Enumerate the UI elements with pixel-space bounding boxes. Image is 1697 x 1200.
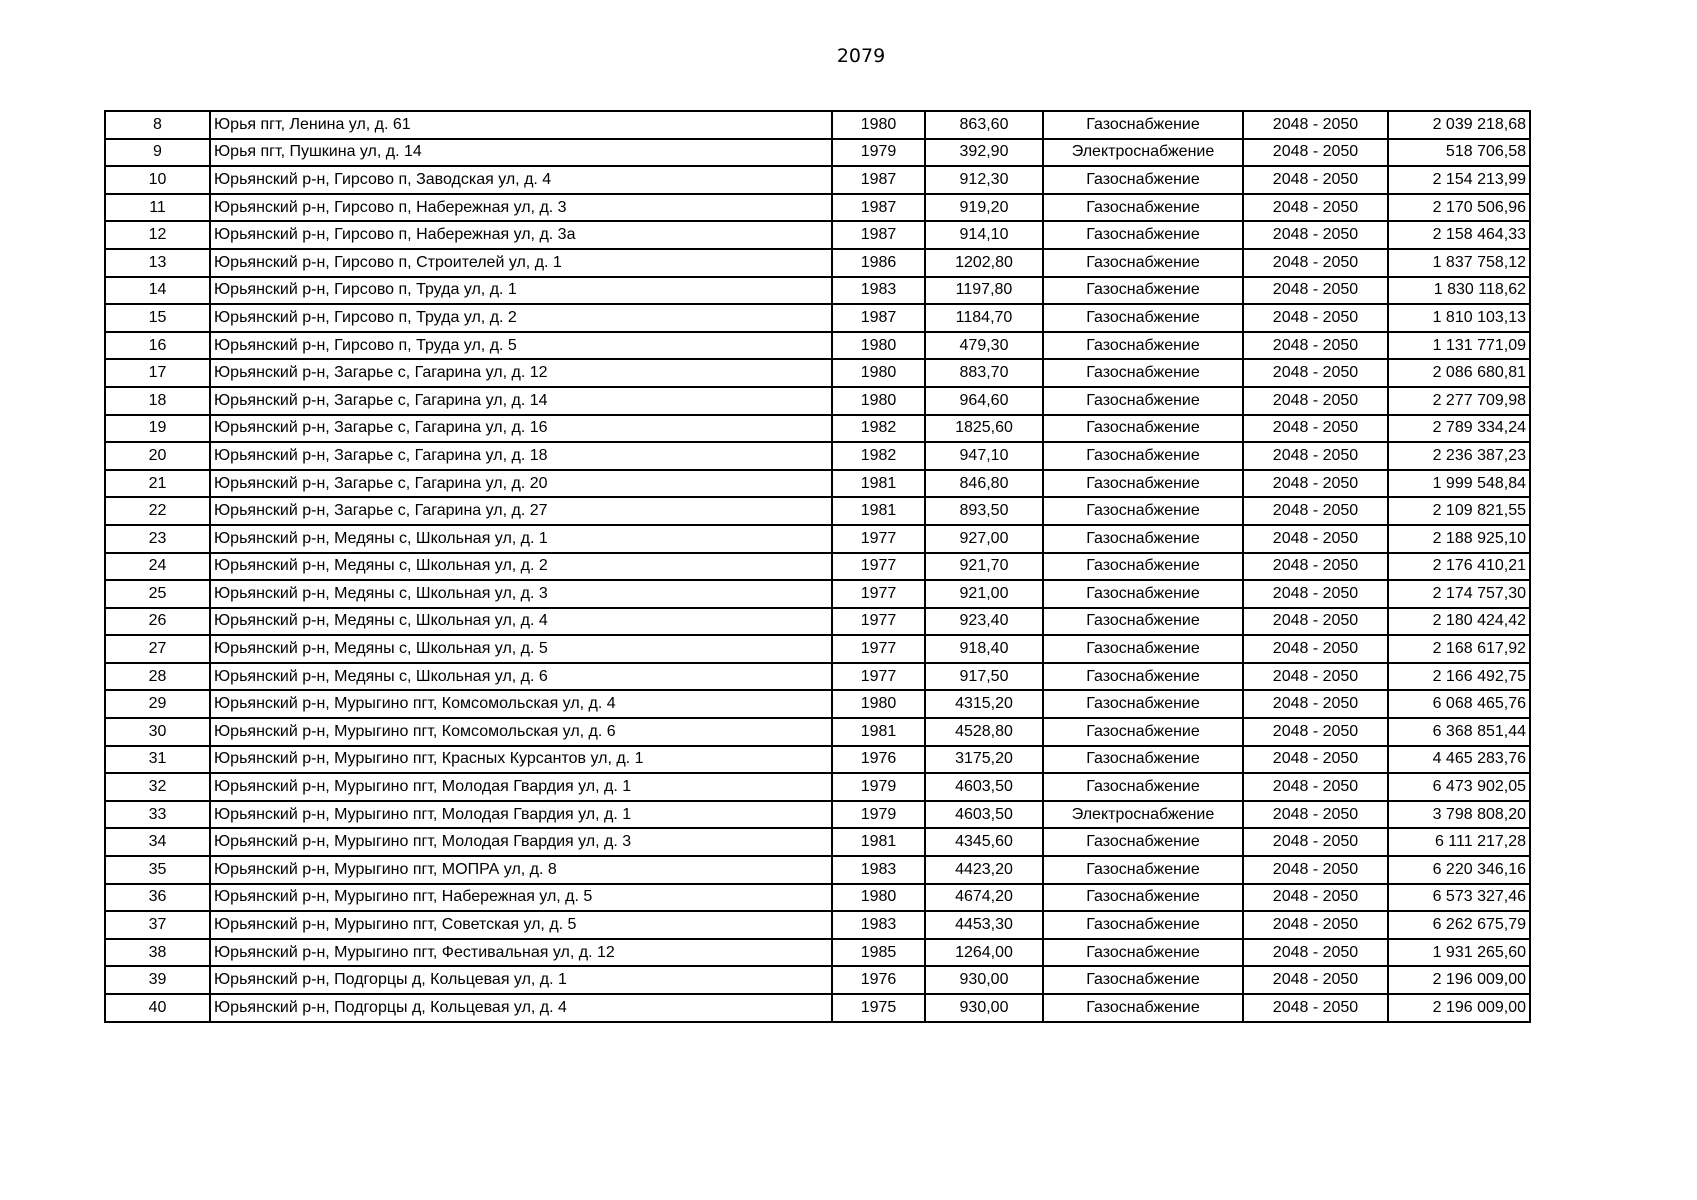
table-row (105, 415, 1530, 443)
utility-type-cell: Газоснабжение (1043, 166, 1243, 194)
cost-cell: 2 166 492,75 (1388, 663, 1530, 691)
address-cell: Юрьянский р-н, Мурыгино пгт, Молодая Гвардия ул, д. 3 (210, 828, 832, 856)
period-cell: 2048 - 2050 (1243, 442, 1388, 470)
period-cell: 2048 - 2050 (1243, 635, 1388, 663)
table-row (105, 166, 1530, 194)
row-number-cell: 14 (105, 277, 210, 305)
row-number-cell: 29 (105, 690, 210, 718)
period-cell: 2048 - 2050 (1243, 111, 1388, 139)
table-row (105, 277, 1530, 305)
period-cell: 2048 - 2050 (1243, 553, 1388, 581)
row-number-cell: 39 (105, 966, 210, 994)
utility-type-cell: Газоснабжение (1043, 746, 1243, 774)
utility-type-cell: Газоснабжение (1043, 525, 1243, 553)
utility-type-cell: Газоснабжение (1043, 387, 1243, 415)
cost-cell: 2 086 680,81 (1388, 359, 1530, 387)
table-row (105, 635, 1530, 663)
area-cell: 4345,60 (925, 828, 1043, 856)
utility-type-cell: Газоснабжение (1043, 221, 1243, 249)
address-cell: Юрьянский р-н, Мурыгино пгт, Советская ул, д. 5 (210, 911, 832, 939)
period-cell: 2048 - 2050 (1243, 139, 1388, 167)
cost-cell: 2 168 617,92 (1388, 635, 1530, 663)
area-cell: 918,40 (925, 635, 1043, 663)
year-cell: 1979 (832, 801, 925, 829)
table-row (105, 359, 1530, 387)
table-row (105, 608, 1530, 636)
year-cell: 1983 (832, 911, 925, 939)
row-number-cell: 30 (105, 718, 210, 746)
table-row (105, 249, 1530, 277)
year-cell: 1987 (832, 194, 925, 222)
cost-cell: 1 931 265,60 (1388, 939, 1530, 967)
cost-cell: 518 706,58 (1388, 139, 1530, 167)
period-cell: 2048 - 2050 (1243, 580, 1388, 608)
address-cell: Юрьянский р-н, Гирсово п, Труда ул, д. 1 (210, 277, 832, 305)
area-cell: 912,30 (925, 166, 1043, 194)
period-cell: 2048 - 2050 (1243, 994, 1388, 1022)
address-cell: Юрьянский р-н, Загарье с, Гагарина ул, д. 14 (210, 387, 832, 415)
table-row (105, 111, 1530, 139)
table-row (105, 139, 1530, 167)
address-cell: Юрьянский р-н, Гирсово п, Заводская ул, д. 4 (210, 166, 832, 194)
utility-type-cell: Электроснабжение (1043, 139, 1243, 167)
area-cell: 919,20 (925, 194, 1043, 222)
cost-cell: 1 131 771,09 (1388, 332, 1530, 360)
area-cell: 4603,50 (925, 801, 1043, 829)
year-cell: 1980 (832, 690, 925, 718)
area-cell: 4603,50 (925, 773, 1043, 801)
area-cell: 392,90 (925, 139, 1043, 167)
address-cell: Юрьянский р-н, Гирсово п, Строителей ул, д. 1 (210, 249, 832, 277)
year-cell: 1976 (832, 746, 925, 774)
table-row (105, 332, 1530, 360)
cost-cell: 2 109 821,55 (1388, 497, 1530, 525)
area-cell: 883,70 (925, 359, 1043, 387)
area-cell: 1184,70 (925, 304, 1043, 332)
address-cell: Юрьянский р-н, Загарье с, Гагарина ул, д. 27 (210, 497, 832, 525)
area-cell: 921,70 (925, 553, 1043, 581)
utility-type-cell: Газоснабжение (1043, 856, 1243, 884)
period-cell: 2048 - 2050 (1243, 277, 1388, 305)
area-cell: 927,00 (925, 525, 1043, 553)
address-cell: Юрья пгт, Ленина ул, д. 61 (210, 111, 832, 139)
area-cell: 964,60 (925, 387, 1043, 415)
row-number-cell: 16 (105, 332, 210, 360)
year-cell: 1987 (832, 166, 925, 194)
area-cell: 930,00 (925, 966, 1043, 994)
period-cell: 2048 - 2050 (1243, 773, 1388, 801)
table-row (105, 194, 1530, 222)
period-cell: 2048 - 2050 (1243, 166, 1388, 194)
row-number-cell: 25 (105, 580, 210, 608)
cost-cell: 1 999 548,84 (1388, 470, 1530, 498)
period-cell: 2048 - 2050 (1243, 387, 1388, 415)
row-number-cell: 22 (105, 497, 210, 525)
cost-cell: 1 830 118,62 (1388, 277, 1530, 305)
row-number-cell: 26 (105, 608, 210, 636)
year-cell: 1980 (832, 884, 925, 912)
table-row (105, 304, 1530, 332)
address-cell: Юрьянский р-н, Загарье с, Гагарина ул, д. 16 (210, 415, 832, 443)
address-cell: Юрьянский р-н, Медяны с, Школьная ул, д. 2 (210, 553, 832, 581)
period-cell: 2048 - 2050 (1243, 608, 1388, 636)
utility-type-cell: Газоснабжение (1043, 194, 1243, 222)
period-cell: 2048 - 2050 (1243, 525, 1388, 553)
period-cell: 2048 - 2050 (1243, 304, 1388, 332)
utility-type-cell: Газоснабжение (1043, 718, 1243, 746)
utility-type-cell: Газоснабжение (1043, 635, 1243, 663)
year-cell: 1981 (832, 718, 925, 746)
cost-cell: 3 798 808,20 (1388, 801, 1530, 829)
table-row (105, 442, 1530, 470)
address-cell: Юрьянский р-н, Гирсово п, Труда ул, д. 5 (210, 332, 832, 360)
area-cell: 947,10 (925, 442, 1043, 470)
year-cell: 1980 (832, 111, 925, 139)
table-row (105, 746, 1530, 774)
period-cell: 2048 - 2050 (1243, 939, 1388, 967)
cost-cell: 6 068 465,76 (1388, 690, 1530, 718)
table-row (105, 718, 1530, 746)
address-cell: Юрьянский р-н, Загарье с, Гагарина ул, д. 18 (210, 442, 832, 470)
table-body (105, 111, 1530, 1022)
area-cell: 893,50 (925, 497, 1043, 525)
period-cell: 2048 - 2050 (1243, 746, 1388, 774)
row-number-cell: 40 (105, 994, 210, 1022)
area-cell: 921,00 (925, 580, 1043, 608)
period-cell: 2048 - 2050 (1243, 966, 1388, 994)
address-cell: Юрья пгт, Пушкина ул, д. 14 (210, 139, 832, 167)
period-cell: 2048 - 2050 (1243, 911, 1388, 939)
row-number-cell: 32 (105, 773, 210, 801)
row-number-cell: 36 (105, 884, 210, 912)
year-cell: 1980 (832, 387, 925, 415)
utility-type-cell: Газоснабжение (1043, 884, 1243, 912)
period-cell: 2048 - 2050 (1243, 221, 1388, 249)
address-cell: Юрьянский р-н, Мурыгино пгт, Набережная ул, д. 5 (210, 884, 832, 912)
utility-type-cell: Газоснабжение (1043, 332, 1243, 360)
utility-type-cell: Газоснабжение (1043, 359, 1243, 387)
row-number-cell: 20 (105, 442, 210, 470)
table-row (105, 690, 1530, 718)
address-cell: Юрьянский р-н, Загарье с, Гагарина ул, д. 20 (210, 470, 832, 498)
area-cell: 917,50 (925, 663, 1043, 691)
table-row (105, 580, 1530, 608)
address-cell: Юрьянский р-н, Мурыгино пгт, МОПРА ул, д. 8 (210, 856, 832, 884)
cost-cell: 1 837 758,12 (1388, 249, 1530, 277)
year-cell: 1982 (832, 415, 925, 443)
period-cell: 2048 - 2050 (1243, 415, 1388, 443)
row-number-cell: 31 (105, 746, 210, 774)
year-cell: 1981 (832, 470, 925, 498)
period-cell: 2048 - 2050 (1243, 884, 1388, 912)
year-cell: 1982 (832, 442, 925, 470)
table-row (105, 773, 1530, 801)
utility-type-cell: Газоснабжение (1043, 277, 1243, 305)
utility-type-cell: Газоснабжение (1043, 442, 1243, 470)
address-cell: Юрьянский р-н, Мурыгино пгт, Молодая Гвардия ул, д. 1 (210, 773, 832, 801)
address-cell: Юрьянский р-н, Медяны с, Школьная ул, д. 4 (210, 608, 832, 636)
row-number-cell: 23 (105, 525, 210, 553)
year-cell: 1977 (832, 553, 925, 581)
utility-type-cell: Газоснабжение (1043, 690, 1243, 718)
address-cell: Юрьянский р-н, Гирсово п, Набережная ул, д. 3а (210, 221, 832, 249)
year-cell: 1976 (832, 966, 925, 994)
cost-cell: 2 236 387,23 (1388, 442, 1530, 470)
cost-cell: 6 111 217,28 (1388, 828, 1530, 856)
cost-cell: 6 220 346,16 (1388, 856, 1530, 884)
utility-type-cell: Газоснабжение (1043, 111, 1243, 139)
area-cell: 1202,80 (925, 249, 1043, 277)
address-cell: Юрьянский р-н, Гирсово п, Труда ул, д. 2 (210, 304, 832, 332)
row-number-cell: 13 (105, 249, 210, 277)
area-cell: 914,10 (925, 221, 1043, 249)
year-cell: 1977 (832, 663, 925, 691)
year-cell: 1980 (832, 332, 925, 360)
cost-cell: 2 188 925,10 (1388, 525, 1530, 553)
year-cell: 1979 (832, 139, 925, 167)
table-row (105, 939, 1530, 967)
utility-type-cell: Газоснабжение (1043, 304, 1243, 332)
area-cell: 4315,20 (925, 690, 1043, 718)
address-cell: Юрьянский р-н, Медяны с, Школьная ул, д. 5 (210, 635, 832, 663)
area-cell: 4674,20 (925, 884, 1043, 912)
table-row (105, 525, 1530, 553)
table-row (105, 497, 1530, 525)
area-cell: 4528,80 (925, 718, 1043, 746)
utility-type-cell: Электроснабжение (1043, 801, 1243, 829)
address-cell: Юрьянский р-н, Мурыгино пгт, Комсомольская ул, д. 4 (210, 690, 832, 718)
utility-type-cell: Газоснабжение (1043, 553, 1243, 581)
row-number-cell: 37 (105, 911, 210, 939)
utility-type-cell: Газоснабжение (1043, 415, 1243, 443)
period-cell: 2048 - 2050 (1243, 359, 1388, 387)
address-cell: Юрьянский р-н, Медяны с, Школьная ул, д. 1 (210, 525, 832, 553)
period-cell: 2048 - 2050 (1243, 663, 1388, 691)
address-cell: Юрьянский р-н, Загарье с, Гагарина ул, д. 12 (210, 359, 832, 387)
address-cell: Юрьянский р-н, Мурыгино пгт, Фестивальная ул, д. 12 (210, 939, 832, 967)
table-row (105, 553, 1530, 581)
cost-cell: 2 196 009,00 (1388, 966, 1530, 994)
cost-cell: 2 789 334,24 (1388, 415, 1530, 443)
row-number-cell: 38 (105, 939, 210, 967)
cost-cell: 2 170 506,96 (1388, 194, 1530, 222)
row-number-cell: 19 (105, 415, 210, 443)
cost-cell: 2 196 009,00 (1388, 994, 1530, 1022)
area-cell: 1197,80 (925, 277, 1043, 305)
utility-type-cell: Газоснабжение (1043, 249, 1243, 277)
cost-cell: 6 473 902,05 (1388, 773, 1530, 801)
address-cell: Юрьянский р-н, Подгорцы д, Кольцевая ул, д. 4 (210, 994, 832, 1022)
period-cell: 2048 - 2050 (1243, 194, 1388, 222)
area-cell: 930,00 (925, 994, 1043, 1022)
area-cell: 923,40 (925, 608, 1043, 636)
cost-cell: 6 573 327,46 (1388, 884, 1530, 912)
period-cell: 2048 - 2050 (1243, 470, 1388, 498)
row-number-cell: 12 (105, 221, 210, 249)
area-cell: 479,30 (925, 332, 1043, 360)
cost-cell: 2 180 424,42 (1388, 608, 1530, 636)
address-cell: Юрьянский р-н, Гирсово п, Набережная ул, д. 3 (210, 194, 832, 222)
address-cell: Юрьянский р-н, Мурыгино пгт, Красных Курсантов ул, д. 1 (210, 746, 832, 774)
cost-cell: 6 368 851,44 (1388, 718, 1530, 746)
row-number-cell: 27 (105, 635, 210, 663)
page-number: 2079 (836, 45, 886, 67)
utility-type-cell: Газоснабжение (1043, 966, 1243, 994)
table-row (105, 994, 1530, 1022)
utility-type-cell: Газоснабжение (1043, 608, 1243, 636)
table-row (105, 663, 1530, 691)
year-cell: 1977 (832, 635, 925, 663)
row-number-cell: 17 (105, 359, 210, 387)
table-row (105, 387, 1530, 415)
utility-type-cell: Газоснабжение (1043, 470, 1243, 498)
period-cell: 2048 - 2050 (1243, 856, 1388, 884)
table-row (105, 221, 1530, 249)
area-cell: 4453,30 (925, 911, 1043, 939)
row-number-cell: 8 (105, 111, 210, 139)
address-cell: Юрьянский р-н, Медяны с, Школьная ул, д. 6 (210, 663, 832, 691)
row-number-cell: 24 (105, 553, 210, 581)
cost-cell: 2 176 410,21 (1388, 553, 1530, 581)
table-row (105, 801, 1530, 829)
address-cell: Юрьянский р-н, Мурыгино пгт, Молодая Гвардия ул, д. 1 (210, 801, 832, 829)
address-cell: Юрьянский р-н, Мурыгино пгт, Комсомольская ул, д. 6 (210, 718, 832, 746)
year-cell: 1977 (832, 608, 925, 636)
year-cell: 1983 (832, 856, 925, 884)
year-cell: 1981 (832, 497, 925, 525)
cost-cell: 1 810 103,13 (1388, 304, 1530, 332)
period-cell: 2048 - 2050 (1243, 332, 1388, 360)
period-cell: 2048 - 2050 (1243, 801, 1388, 829)
year-cell: 1983 (832, 277, 925, 305)
row-number-cell: 10 (105, 166, 210, 194)
table-row (105, 856, 1530, 884)
table-row (105, 828, 1530, 856)
year-cell: 1986 (832, 249, 925, 277)
cost-cell: 2 158 464,33 (1388, 221, 1530, 249)
address-cell: Юрьянский р-н, Подгорцы д, Кольцевая ул, д. 1 (210, 966, 832, 994)
row-number-cell: 28 (105, 663, 210, 691)
year-cell: 1977 (832, 580, 925, 608)
period-cell: 2048 - 2050 (1243, 690, 1388, 718)
year-cell: 1981 (832, 828, 925, 856)
table-row (105, 884, 1530, 912)
period-cell: 2048 - 2050 (1243, 828, 1388, 856)
period-cell: 2048 - 2050 (1243, 718, 1388, 746)
period-cell: 2048 - 2050 (1243, 249, 1388, 277)
row-number-cell: 9 (105, 139, 210, 167)
year-cell: 1977 (832, 525, 925, 553)
period-cell: 2048 - 2050 (1243, 497, 1388, 525)
utility-type-cell: Газоснабжение (1043, 994, 1243, 1022)
row-number-cell: 34 (105, 828, 210, 856)
area-cell: 863,60 (925, 111, 1043, 139)
area-cell: 3175,20 (925, 746, 1043, 774)
table-row (105, 470, 1530, 498)
row-number-cell: 18 (105, 387, 210, 415)
cost-cell: 2 174 757,30 (1388, 580, 1530, 608)
table-row (105, 911, 1530, 939)
address-cell: Юрьянский р-н, Медяны с, Школьная ул, д. 3 (210, 580, 832, 608)
row-number-cell: 33 (105, 801, 210, 829)
area-cell: 1264,00 (925, 939, 1043, 967)
year-cell: 1975 (832, 994, 925, 1022)
row-number-cell: 15 (105, 304, 210, 332)
utility-type-cell: Газоснабжение (1043, 663, 1243, 691)
area-cell: 4423,20 (925, 856, 1043, 884)
utility-type-cell: Газоснабжение (1043, 911, 1243, 939)
cost-cell: 2 039 218,68 (1388, 111, 1530, 139)
cost-cell: 2 154 213,99 (1388, 166, 1530, 194)
area-cell: 1825,60 (925, 415, 1043, 443)
cost-cell: 4 465 283,76 (1388, 746, 1530, 774)
cost-cell: 2 277 709,98 (1388, 387, 1530, 415)
utility-type-cell: Газоснабжение (1043, 773, 1243, 801)
row-number-cell: 11 (105, 194, 210, 222)
area-cell: 846,80 (925, 470, 1043, 498)
year-cell: 1987 (832, 304, 925, 332)
cost-cell: 6 262 675,79 (1388, 911, 1530, 939)
utility-type-cell: Газоснабжение (1043, 580, 1243, 608)
utility-type-cell: Газоснабжение (1043, 828, 1243, 856)
year-cell: 1987 (832, 221, 925, 249)
utility-type-cell: Газоснабжение (1043, 939, 1243, 967)
year-cell: 1979 (832, 773, 925, 801)
year-cell: 1980 (832, 359, 925, 387)
table-row (105, 966, 1530, 994)
row-number-cell: 35 (105, 856, 210, 884)
row-number-cell: 21 (105, 470, 210, 498)
year-cell: 1985 (832, 939, 925, 967)
utility-type-cell: Газоснабжение (1043, 497, 1243, 525)
building-register-table (104, 110, 1531, 1023)
